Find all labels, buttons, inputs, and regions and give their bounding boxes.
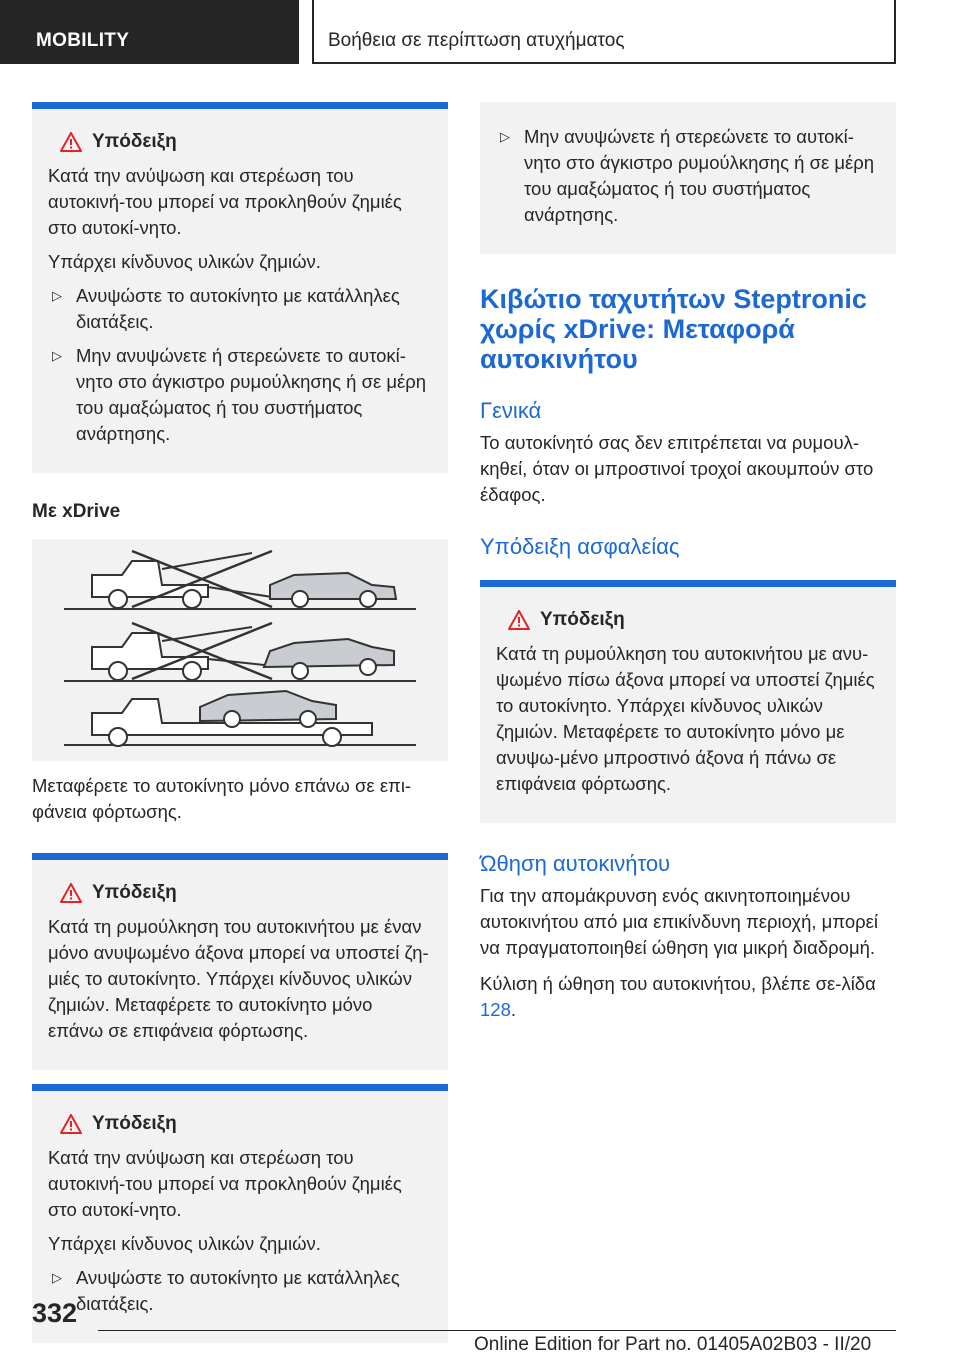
triangle-bullet-icon: ▷ (52, 348, 62, 363)
footer-edition: Online Edition for Part no. 01405A02B03 - II/20 (474, 1334, 872, 1355)
notice-text: Κατά την ανύψωση και στερέωση του αυτοκινή-του μπορεί να προκληθούν ζημιές στο αυτοκί-νητο. (48, 1147, 402, 1220)
notice-lift-damage (32, 102, 448, 473)
warning-icon (508, 610, 530, 630)
list-item: ▷ Μην ανυψώνετε ή στερεώνετε το αυτοκί-νητο στο άγκιστρο ρυμούλκησης ή σε μέρη του αμαξώματος ή του συστήματος ανάρτησης. (48, 343, 432, 447)
notice-header (496, 609, 880, 631)
section-heading: Κιβώτιο ταχυτήτων Steptronic χωρίς xDrive: Μεταφορά αυτοκινήτου (480, 284, 867, 374)
tow-truck-illustration (32, 539, 448, 761)
notice-title: Υπόδειξη (92, 882, 177, 903)
header-chapter-title: Βοήθεια σε περίπτωση ατυχήματος (312, 0, 896, 64)
notice-text: Υπάρχει κίνδυνος υλικών ζημιών. (48, 1233, 321, 1254)
list-item: ▷ Ανυψώστε το αυτοκίνητο με κατάλληλες διατάξεις. (48, 283, 432, 335)
notice-text: Υπάρχει κίνδυνος υλικών ζημιών. (48, 251, 321, 272)
notice-text: Κατά την ανύψωση και στερέωση του αυτοκινή-του μπορεί να προκληθούν ζημιές στο αυτοκί-νητο. (48, 165, 402, 238)
triangle-bullet-icon: ▷ (500, 129, 510, 144)
notice-header (48, 882, 432, 904)
notice-text: Κατά τη ρυμούλκηση του αυτοκινήτου με ανυ-ψωμένο πίσω άξονα μπορεί να υποστεί ζημιές το αυτοκίνητο. Υπάρχει κίνδυνος υλικών ζημιών. Μεταφέρετε το αυτοκίνητο μόνο με ανυψω-μένο μπροστινό άξονα ή πάνω σε επιφάνεια φόρτωσης. (496, 643, 875, 794)
footer-divider (98, 1330, 896, 1331)
list-item: ▷ Ανυψώστε το αυτοκίνητο με κατάλληλες διατάξεις. (48, 1265, 432, 1317)
notice-lift-damage-2 (32, 1084, 448, 1343)
notice-title: Υπόδειξη (92, 1113, 177, 1134)
notice-title: Υπόδειξη (92, 131, 177, 152)
warning-icon (60, 1114, 82, 1134)
notice-title: Υπόδειξη (540, 609, 625, 630)
page-number: 332 (32, 1298, 78, 1328)
warning-icon (60, 883, 82, 903)
notice-text: Κατά τη ρυμούλκηση του αυτοκινήτου με έναν μόνο ανυψωμένο άξονα μπορεί να υποστεί ζη-μιές το αυτοκίνητο. Υπάρχει κίνδυνος υλικών ζημιών. Μεταφέρετε το αυτοκίνητο μόνο επάνω σε επιφάνεια φόρτωσης. (48, 916, 429, 1041)
notice-header (48, 131, 432, 153)
subheading-general: Γενικά (480, 398, 542, 423)
figure-caption: Μεταφέρετε το αυτοκίνητο μόνο επάνω σε επι-φάνεια φόρτωσης. (32, 775, 412, 822)
notice-single-axle (32, 853, 448, 1070)
notice-continuation (480, 102, 896, 254)
triangle-bullet-icon: ▷ (52, 1270, 62, 1285)
push-reference: Κύλιση ή ώθηση του αυτοκινήτου, βλέπε σε-λίδα 128. (480, 973, 876, 1020)
warning-icon (60, 132, 82, 152)
subheading-push: Ώθηση αυτοκινήτου (480, 851, 671, 876)
page-link[interactable]: 128 (480, 999, 511, 1020)
right-column (480, 102, 896, 1023)
notice-rear-axle (480, 580, 896, 823)
general-text: Το αυτοκίνητό σας δεν επιτρέπεται να ρυμουλ-κηθεί, όταν οι μπροστινοί τροχοί ακουμπούν στο έδαφος. (480, 432, 874, 505)
left-column (32, 102, 448, 1343)
header-section-tab: MOBILITY (0, 0, 299, 64)
subheading-safety: Υπόδειξη ασφαλείας (480, 534, 680, 559)
list-item: ▷ Μην ανυψώνετε ή στερεώνετε το αυτοκί-νητο στο άγκιστρο ρυμούλκησης ή σε μέρη του αμαξώματος ή του συστήματος ανάρτησης. (496, 124, 880, 228)
towing-methods-illustration-icon (32, 539, 448, 761)
xdrive-heading: Με xDrive (32, 501, 121, 522)
triangle-bullet-icon: ▷ (52, 288, 62, 303)
push-text: Για την απομάκρυνση ενός ακινητοποιημένου αυτοκινήτου από μια επικίνδυνη περιοχή, μπορεί να πραγματοποιηθεί ώθηση για μικρή διαδρομή. (480, 885, 879, 958)
notice-header (48, 1113, 432, 1135)
